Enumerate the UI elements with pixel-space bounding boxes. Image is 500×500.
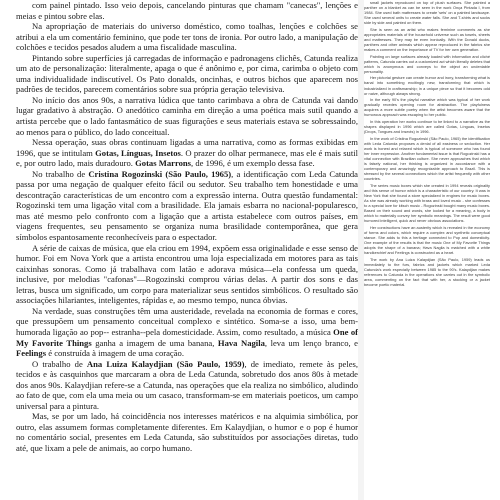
english-text-column (364, 0, 490, 500)
text-run: , de imediato, remete às peles, tecidos e às casquinhos que marcaram a obra de Leda Catunda, sobretudo dos anos 80s à metade dos anos 90s. Kalaydjian refere-se a Catunda, nas operações que ela realiza no simbólico, aludindo ao fato de que, com ela uma meia ou um casaco, transformam-se em materiais poeticos, um campo universal para a pintura. (16, 358, 358, 411)
paragraph: In this operation her works continue to be linked to a narrative as the shapes displayed in 1996 which are called Gotas, Línguas, Insetos (Drops, Tongues and Insects) in 1996. (364, 119, 490, 135)
artwork-title: Gotas Marrons (135, 158, 192, 169)
artwork-title: One of My Favorite Things (16, 326, 358, 348)
text-run: , a identificação com Leda Catunda passa por uma negação de qualquer efeito fácil ou sedutor. Seu trabalho tem honestidade e uma descontração características de um encontro com a expressão interna. Outra questão fundamental: Rogozinski tem uma ligação vital com a brasilidade. Ela jamais esbarra no nacional-popularesco, mas até mesmo pelo confronto com a ligação que a artista estabelece com outros países, em viagens frequentes, seu pensamento se organiza numa brasilidade contemporânea, que gera símbolos espantosamente reconhecíveis para o espectador. (16, 168, 358, 243)
paragraph: Her pictorial gesture can create humor and irony, transforming what is banal into something excitingly new, transforming that which is industrialized in craftsmanship; in a unique piece so that it becomes odd or naive, although always strong. (364, 75, 490, 96)
paragraph: In the work of Cristina Rogozinski (São Paulo, 1965) the identification with Leda Catunda proposes a denial of all easiness or seduction. Her work is honest and relaxed which is typical of someone who has found her inner expression. Another fundamental issue is that Rogozinski has a vital connection with Brazilian culture. She never approaches that which is falsely national, her thinking is organized in accordance with a contemporary and amazingly recognizable approach to Brazil. This is stressed by the several connections which the artist frequently with other countries. (364, 135, 490, 182)
paragraph: She is seen as an artist who makes feminine comments as she appropriates materials of the household universe such as towels, sheets and mattresses. They may be even ironically. With the Donald ducks, panthers and other animals which appear reproduced in the fabrics she makes a comment on the importance of TV for her own generation. (364, 26, 490, 53)
portuguese-text-column (16, 0, 358, 500)
paragraph (16, 137, 358, 169)
paragraph (16, 169, 358, 243)
text-run: Nessa operação, suas obras continuam ligadas a uma narrativa, como as formas exibidas em 1996, que se intitulam (16, 137, 358, 158)
paragraph: In the early 90's the playful narrative which was typical of her work gradually recedes opening room for abstraction. The playfulness acquires a more subtle poetry when the artist becomes aware that the humorous approach was escaping to her public. (364, 97, 490, 118)
text-run: No trabalho de (32, 168, 89, 179)
paragraph: Mas, se por um lado, há coincidência nos interesses matéricos e na alquimia simbólica, por outro, elas assumem formas completamente diferentes. Em Kalaydjian, o humor e o pop é humor no comentário social, presentes em Leda Catunda, são substituídos por associações diretas, tudo até, que lixam a pele de animais, ao corpo humano. (16, 411, 358, 453)
paragraph: Painting on large surfaces already loaded with information and cliché patterns, Catunda carries out a customized act which literally deletes that which is anonymous and conveys to the object an undeniable personality. (364, 53, 490, 74)
text-run: , leva um lenço branco, e (264, 337, 358, 348)
text-run: O trabalho de (32, 358, 87, 369)
paragraph: No início dos anos 90s, a narrativa lúdica que tanto carimbava a obra de Catunda vai dando lugar gradativo à abstração. O anedótico caminha em direção a uma poética mais sutil quando a artista percebe que o lado fantasmático de suas figurações e seus materiais estava se sobressaindo, ao menos para o público, do lado conceitual. (16, 94, 358, 137)
text-run: . O prazer do olhar permanece, mas ele é mais sutil e, por outro lado, mais duradouro. (16, 147, 358, 169)
text-run: é construída à imagem de uma coração. (46, 348, 184, 359)
paragraph: A série de caixas de música, que ela criou em 1994, expõem essa originalidade e esse senso de humor. Foi em Nova York que a artista encontrou uma loja especializada em motores para as tais caixinhas sonoras. Como já trabalhava com latão e adorava música—ela confessa um queda, inclusive, por melodias "cafonas"—Rogozinski comprou várias delas. A partir dos sons e das letras, busca um significado, um corpo para materializar seus sentidos simbólicos. O resultado são associações hilariantes, inteligentes, rápidas e, ao mesmo tempo, nunca óbvias. (16, 242, 358, 306)
paragraph: Pintando sobre superfícies já carregadas de informação e padronagens clichês, Catunda realiza um ato de personalização: literalmente, apaga o que é anônimo e, por cima, carimba o objeto com uma individualidade indiscutível. Os Pato donalds, oncinhas, e outros bichos que aparecem nos padrões de tecidos, parecem comentários sobre sua própria geração televisiva. (16, 52, 358, 95)
paragraph: The series music boxes which she created in 1994 reveals originality and this sense of humor which is a characteristic of our country. It was in New York that she found a store specialized in engines for music boxes. As she was already working with brass and loved music - she confesses to a special love for kitsch music - Rogozinski bought many music boxes. Based on their sound and words, she looked for a meaning, a body in which to materially convey her symbolic meanings. The result were good humored intelligent, quick and never obvious associations. (364, 182, 490, 224)
paragraph: small jackets reproduced on top of plush surfaces. She painted a panther on a blanket as can be seen in the work Onça Pintada I, from 1984. She used bath mattresses to create 'sets' on a painted landscape. She used several units to create water falls. She and T-shirts and socks side by side and painted on them. (364, 0, 490, 26)
artwork-title: Hava Nagila (217, 337, 265, 348)
artwork-title: Feelings (16, 348, 47, 359)
paragraph: Her constructions have an austerity which is revealed in the economy of forms and colors, which require a complex and synthetic conceptual stance. She adds to this a heritage connected to Pop and domesticity. One example of the results is that the music One of My Favorite Things adopts the shape of a banana; Hava Nagila is matched with a white handkerchief and Feelings is constructed as a heart. (364, 224, 490, 255)
text-run: Na verdade, suas construções têm uma austeridade, revelada na economia de formas e cores, que pressupõem um pensamento conceitual complexo e sintético. Soma-se a isso, uma bem-humorada ligação ao pop-- estranha--pela domesticidade. Assim, como resultado, a música (16, 305, 358, 337)
paragraph (16, 359, 358, 412)
paragraph: Na apropriação de materiais do universo doméstico, como toalhas, lenções e colchões se atribui a ela um comentário feminino, que pode ter tons de ironia. Por outro lado, a manipulação de colchões e tecidos pesados aludem a uma fiscalidade masculina. (16, 21, 358, 53)
text-run: , de 1996, é um exemplo dessa fase. (191, 158, 315, 169)
paragraph (16, 306, 358, 359)
artist-name: Cristina Rogozinski (São Paulo, 1965) (88, 168, 232, 179)
paragraph: The work by Ana Luiza Kalaydjian (São Paulo, 1959) leads us immediately to the furs, fabrics and jackets which marked Leda Catunda's work especially between 1985 to the 90's. Kalaydjian makes references to Catunda in the operations she carries out in the symbolic area, commenting on the fact that with her, a stocking or a jacket become poetic material. (364, 256, 490, 287)
text-run: ganha a imagem de uma banana, (91, 337, 218, 348)
artwork-title: Gotas, Línguas, Insetos (95, 147, 181, 158)
artist-name: Ana Luiza Kalaydjian (São Paulo, 1959) (86, 358, 245, 369)
paragraph: com painel pintado. Isso veio depois, cancelando pinturas que chamam "canecas", lenções e meias e pintou sobre elas. (16, 0, 358, 21)
